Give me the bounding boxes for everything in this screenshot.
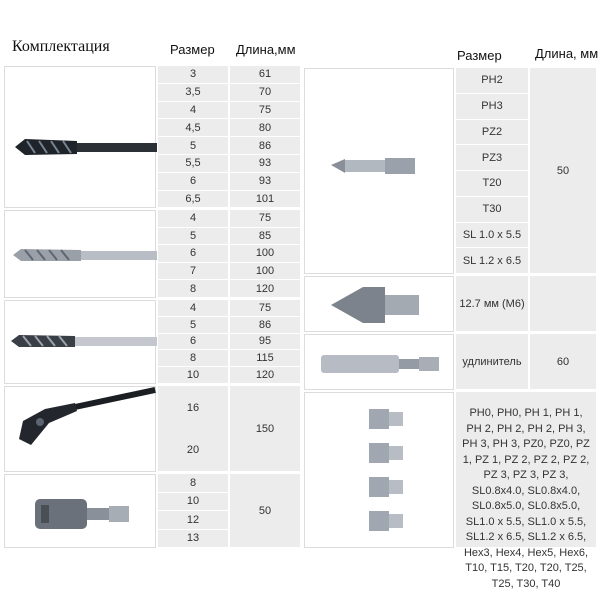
- size-cell: 13: [158, 530, 228, 549]
- header-left-length: Длина,мм: [236, 42, 296, 57]
- size-cell: 6: [158, 245, 228, 263]
- size-cell: PZ3: [456, 145, 528, 171]
- size-cell: 4,5: [158, 119, 228, 137]
- size-cell: T30: [456, 197, 528, 223]
- header-right-length: Длина, мм: [535, 46, 599, 61]
- wood-drill-image: [4, 300, 156, 384]
- size-cell: 6,5: [158, 191, 228, 209]
- length-cell: 101: [230, 191, 300, 209]
- length-cell: 86: [230, 137, 300, 155]
- length-cell: 93: [230, 155, 300, 173]
- size-cell: 5: [158, 228, 228, 246]
- metal-drill-image: [4, 66, 156, 208]
- length-cell: 85: [230, 228, 300, 246]
- length-cell: 100: [230, 245, 300, 263]
- header-left-size: Размер: [170, 42, 215, 57]
- length-cell: 61: [230, 66, 300, 84]
- size-cell: 6: [158, 334, 228, 351]
- length-cell: 80: [230, 119, 300, 137]
- header-right-size: Размер: [457, 48, 502, 63]
- size-cell: 3: [158, 66, 228, 84]
- size-cell: 4: [158, 102, 228, 120]
- size-cell: PH3: [456, 94, 528, 120]
- size-cell: PH2: [456, 68, 528, 94]
- length-cell: 75: [230, 210, 300, 228]
- screwdriver-bit-image: [304, 68, 454, 274]
- size-cell: 4: [158, 300, 228, 317]
- length-cell: 60: [530, 334, 596, 390]
- size-cell: PZ2: [456, 120, 528, 146]
- size-cell: 10: [158, 493, 228, 512]
- length-cell: 120: [230, 367, 300, 384]
- length-cell: 86: [230, 317, 300, 334]
- length-cell: 50: [230, 474, 300, 548]
- short-bits-list: PH0, PH0, PH 1, PH 1, PH 2, PH 2, PH 2, PH 3, PH 3, PH 3, PZ0, PZ0, PZ 1, PZ 1, PZ 2, PZ 2, PZ 2, PZ 3, PZ 3, PZ 3, SL0.8x4.0, SL0.8x4.0, SL0.8x5.0, SL0.8x5.0, SL1.0 x 5.5, SL1.0 x 5.5, SL1.2 x 6.5, SL1.2 x 6.5, Hex3, Hex4, Hex5, Hex6, T10, T15, T20, T20, T25, T25, T30, T40: [456, 392, 596, 548]
- size-cell: 7: [158, 263, 228, 281]
- masonry-drill-image: [4, 210, 156, 298]
- size-cell: 6: [158, 173, 228, 191]
- length-cell: [530, 276, 596, 332]
- size-cell: SL 1.2 x 6.5: [456, 248, 528, 274]
- size-cell: SL 1.0 x 5.5: [456, 223, 528, 249]
- size-cell: 8: [158, 280, 228, 298]
- length-cell: 150: [230, 386, 300, 472]
- spade-drill-image: [4, 386, 156, 472]
- size-cell: 10: [158, 367, 228, 384]
- length-cell: 95: [230, 334, 300, 351]
- size-cell: 5: [158, 137, 228, 155]
- size-cell: 8: [158, 350, 228, 367]
- length-cell: 75: [230, 102, 300, 120]
- size-cell: 16: [158, 386, 228, 429]
- size-cell: T20: [456, 171, 528, 197]
- size-cell: 8: [158, 474, 228, 493]
- length-cell: 70: [230, 84, 300, 102]
- length-cell: 50: [530, 68, 596, 274]
- nut-driver-image: [4, 474, 156, 548]
- size-cell: 12: [158, 511, 228, 530]
- size-cell: 5: [158, 317, 228, 334]
- length-cell: 115: [230, 350, 300, 367]
- length-cell: 93: [230, 173, 300, 191]
- countersink-image: [304, 276, 454, 332]
- size-cell: 4: [158, 210, 228, 228]
- size-cell: удлинитель: [456, 334, 528, 390]
- size-cell: 3,5: [158, 84, 228, 102]
- short-bits-image: [304, 392, 454, 548]
- extension-image: [304, 334, 454, 390]
- size-cell: 5,5: [158, 155, 228, 173]
- length-cell: 100: [230, 263, 300, 281]
- size-cell: 20: [158, 429, 228, 472]
- length-cell: 75: [230, 300, 300, 317]
- length-cell: 120: [230, 280, 300, 298]
- header-title: Комплектация: [12, 38, 110, 55]
- size-cell: 12.7 мм (M6): [456, 276, 528, 332]
